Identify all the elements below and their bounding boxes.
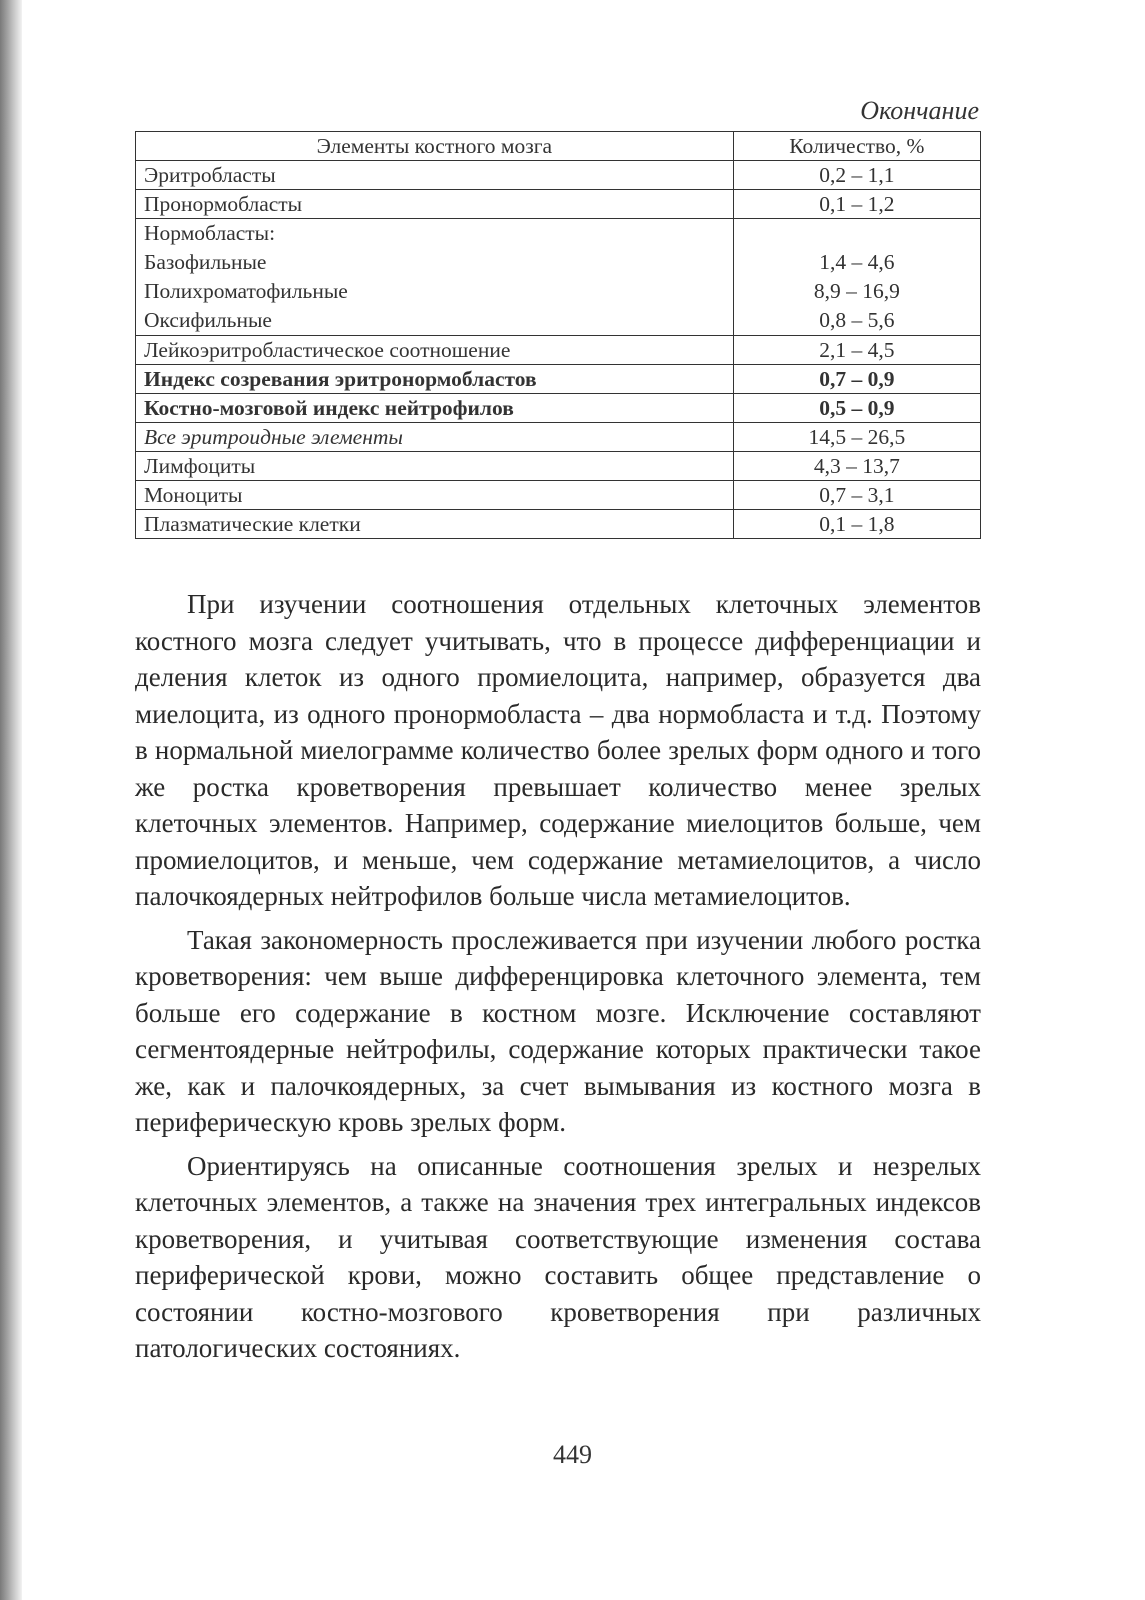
row-value: 2,1 – 4,5 xyxy=(733,336,980,365)
table-continuation-caption: Окончание xyxy=(860,96,979,125)
paragraph: Ориентируясь на описанные соотношения зрелых и незрелых клеточных элементов, а также на значения трех интегральных индексов кроветворения, и учитывая соответствующие изменения состава периферической крови, можно составить общее представление о состоянии костно-мозгового кроветворения при различных патологических состояниях. xyxy=(135,1150,981,1363)
paragraph: При изучении соотношения отдельных клеточных элементов костного мозга следует учитывать, что в процессе дифференциации и деления клеток из одного промиелоцита, например, образуется два миелоцита, из одного пронормобласта – два нормобласта и т.д. Поэтому в нормальной миелограмме количество более зрелых форм одного и того же ростка кроветворения превышает количество менее зрелых клеточных элементов. Например, содержание миелоцитов больше, чем промиелоцитов, и меньше, чем содержание метамиелоцитов, а число палочкоядерных нейтрофилов больше числа метамиелоцитов. xyxy=(135,589,981,911)
group-item-value: 0,8 – 5,6 xyxy=(819,308,895,332)
bone-marrow-table xyxy=(135,131,981,539)
row-name: Лимфоциты xyxy=(136,452,734,481)
group-values xyxy=(733,219,980,336)
group-item-name: Полихроматофильные xyxy=(144,279,348,303)
table-header-row xyxy=(136,132,981,161)
table-row xyxy=(136,394,981,423)
group-title: Нормобласты: xyxy=(144,221,276,245)
table-row xyxy=(136,161,981,190)
column-header-quantity: Количество, % xyxy=(733,132,980,161)
group-names xyxy=(136,219,734,336)
row-value: 14,5 – 26,5 xyxy=(733,423,980,452)
row-name: Индекс созревания эритронормобластов xyxy=(136,365,734,394)
table-row xyxy=(136,336,981,365)
page-number: 449 xyxy=(553,1440,592,1469)
table-row xyxy=(136,190,981,219)
row-name: Все эритроидные элементы xyxy=(136,423,734,452)
row-value: 0,1 – 1,2 xyxy=(733,190,980,219)
row-name: Костно-мозговой индекс нейтрофилов xyxy=(136,394,734,423)
column-header-elements: Элементы костного мозга xyxy=(136,132,734,161)
book-spine-shadow xyxy=(0,0,22,1600)
row-name: Пронормобласты xyxy=(136,190,734,219)
row-value: 4,3 – 13,7 xyxy=(733,452,980,481)
row-value: 0,1 – 1,8 xyxy=(733,510,980,539)
table-row xyxy=(136,423,981,452)
table-row xyxy=(136,452,981,481)
table-row xyxy=(136,510,981,539)
row-value: 0,7 – 3,1 xyxy=(733,481,980,510)
body-text xyxy=(135,586,981,1374)
group-item-value: 1,4 – 4,6 xyxy=(819,250,895,274)
row-name: Лейкоэритробластическое соотношение xyxy=(136,336,734,365)
group-item-name: Оксифильные xyxy=(144,308,272,332)
row-name: Моноциты xyxy=(136,481,734,510)
table-row xyxy=(136,481,981,510)
group-item-value: 8,9 – 16,9 xyxy=(813,279,900,303)
paragraph: Такая закономерность прослеживается при изучении любого ростка кроветворения: чем выше дифференцировка клеточного элемента, тем больше его содержание в костном мозге. Исключение составляют сегментоядерные нейтрофилы, содержание которых практически такое же, как и палочкоядерных, за счет вымывания из костного мозга в периферическую кровь зрелых форм. xyxy=(135,924,981,1137)
group-spacer xyxy=(742,219,972,248)
group-item-name: Базофильные xyxy=(144,250,267,274)
row-value: 0,7 – 0,9 xyxy=(733,365,980,394)
row-name: Плазматические клетки xyxy=(136,510,734,539)
row-value: 0,2 – 1,1 xyxy=(733,161,980,190)
row-value: 0,5 – 0,9 xyxy=(733,394,980,423)
row-name: Эритробласты xyxy=(136,161,734,190)
table-row xyxy=(136,365,981,394)
table-row-group-normoblasts xyxy=(136,219,981,336)
